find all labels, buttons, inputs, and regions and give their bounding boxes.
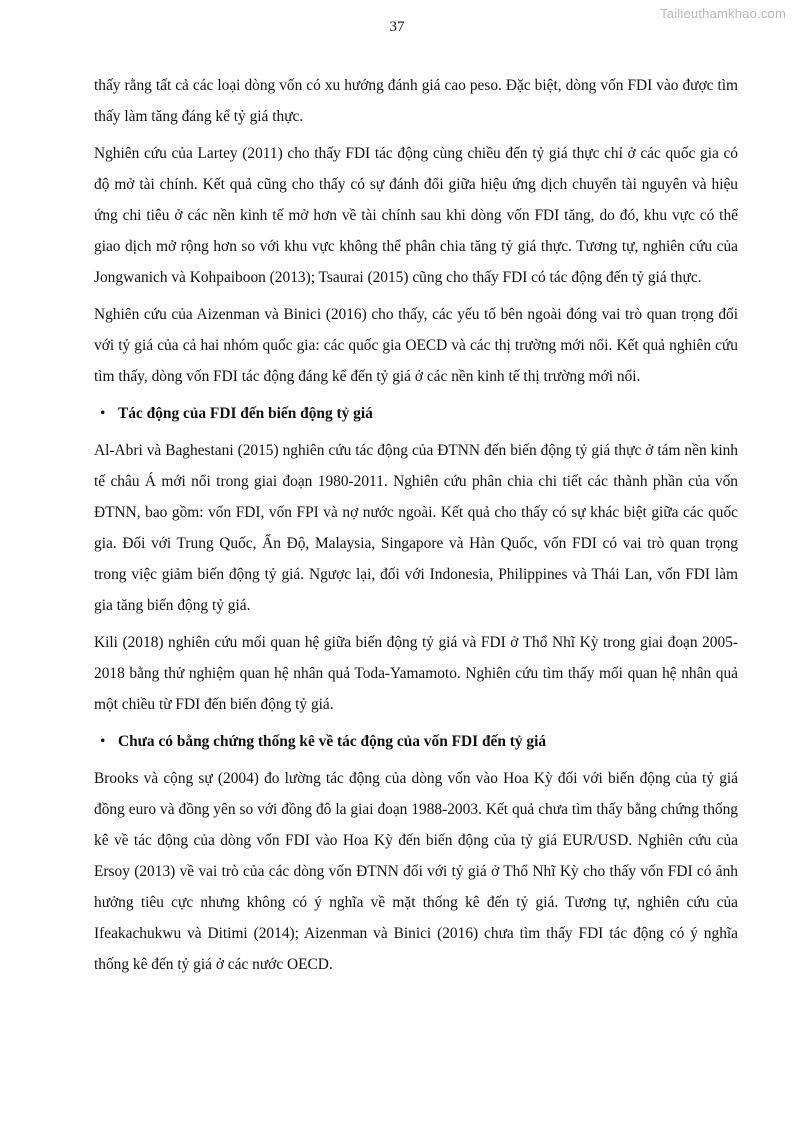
watermark-text: Tailieuthamkhao.com (660, 6, 786, 21)
bullet-icon: • (100, 405, 106, 422)
paragraph: Kili (2018) nghiên cứu mối quan hệ giữa biến động tỷ giá và FDI ở Thổ Nhĩ Kỳ trong giai đoạn 2005-2018 bằng thử nghiệm quan hệ nhân quả Toda-Yamamoto. Nghiên cứu tìm thấy mối quan hệ nhân quả một chiều từ FDI đến biến động tỷ giá. (94, 634, 738, 713)
section-heading-no-evidence (94, 726, 738, 757)
document-body (94, 70, 738, 986)
section-heading-text: Chưa có bằng chứng thống kê về tác động của vốn FDI đến tỷ giá (118, 733, 547, 750)
paragraph: Nghiên cứu của Lartey (2011) cho thấy FDI tác động cùng chiều đến tỷ giá thực chỉ ở các quốc gia có độ mở tài chính. Kết quả cũng cho thấy có sự đánh đổi giữa hiệu ứng dịch chuyển tài nguyên và hiệu ứng chi tiêu ở các nền kinh tế mở hơn về tài chính sau khi dòng vốn FDI tăng, do đó, khu vực có thể giao dịch mở rộng hơn so với khu vực không thể phân chia tăng tỷ giá thực. Tương tự, nghiên cứu của Jongwanich và Kohpaiboon (2013); Tsaurai (2015) cũng cho thấy FDI có tác động đến tỷ giá thực. (94, 145, 738, 286)
paragraph: thấy rằng tất cả các loại dòng vốn có xu hướng đánh giá cao peso. Đặc biệt, dòng vốn FDI vào được tìm thấy làm tăng đáng kể tỷ giá thực. (94, 77, 738, 125)
section-heading-fdi-volatility (94, 398, 738, 429)
paragraph: Nghiên cứu của Aizenman và Binici (2016) cho thấy, các yếu tố bên ngoài đóng vai trò quan trọng đối với tỷ giá của cả hai nhóm quốc gia: các quốc gia OECD và các thị trường mới nổi. Kết quả nghiên cứu tìm thấy, dòng vốn FDI tác động đáng kể đến tỷ giá ở các nền kinh tế thị trường mới nổi. (94, 306, 738, 385)
bullet-icon: • (100, 733, 106, 750)
paragraph: Al-Abri và Baghestani (2015) nghiên cứu tác động của ĐTNN đến biến động tỷ giá thực ở tám nền kinh tế châu Á mới nổi trong giai đoạn 1980-2011. Nghiên cứu phân chia chi tiết các thành phần của vốn ĐTNN, bao gồm: vốn FDI, vốn FPI và nợ nước ngoài. Kết quả cho thấy có sự khác biệt giữa các quốc gia. Đối với Trung Quốc, Ấn Độ, Malaysia, Singapore và Hàn Quốc, vốn FDI có vai trò quan trọng trong việc giảm biến động tỷ giá. Ngược lại, đối với Indonesia, Philippines và Thái Lan, vốn FDI làm gia tăng biến động tỷ giá. (94, 442, 738, 614)
page-number: 37 (389, 19, 405, 35)
paragraph: Brooks và cộng sự (2004) đo lường tác động của dòng vốn vào Hoa Kỳ đối với biến động của tỷ giá đồng euro và đồng yên so với đồng đô la giai đoạn 1988-2003. Kết quả chưa tìm thấy bằng chứng thống kê về tác động của dòng vốn FDI vào Hoa Kỳ đến biến động của tỷ giá EUR/USD. Nghiên cứu của Ersoy (2013) về vai trò của các dòng vốn ĐTNN đối với tỷ giá ở Thổ Nhĩ Kỳ cho thấy vốn FDI có ảnh hưởng tiêu cực nhưng không có ý nghĩa về mặt thống kê đến tỷ giá. Tương tự, nghiên cứu của Ifeakachukwu và Ditimi (2014); Aizenman và Binici (2016) chưa tìm thấy FDI tác động có ý nghĩa thống kê đến tỷ giá ở các nước OECD. (94, 770, 738, 973)
section-heading-text: Tác động của FDI đến biến động tỷ giá (118, 405, 373, 422)
